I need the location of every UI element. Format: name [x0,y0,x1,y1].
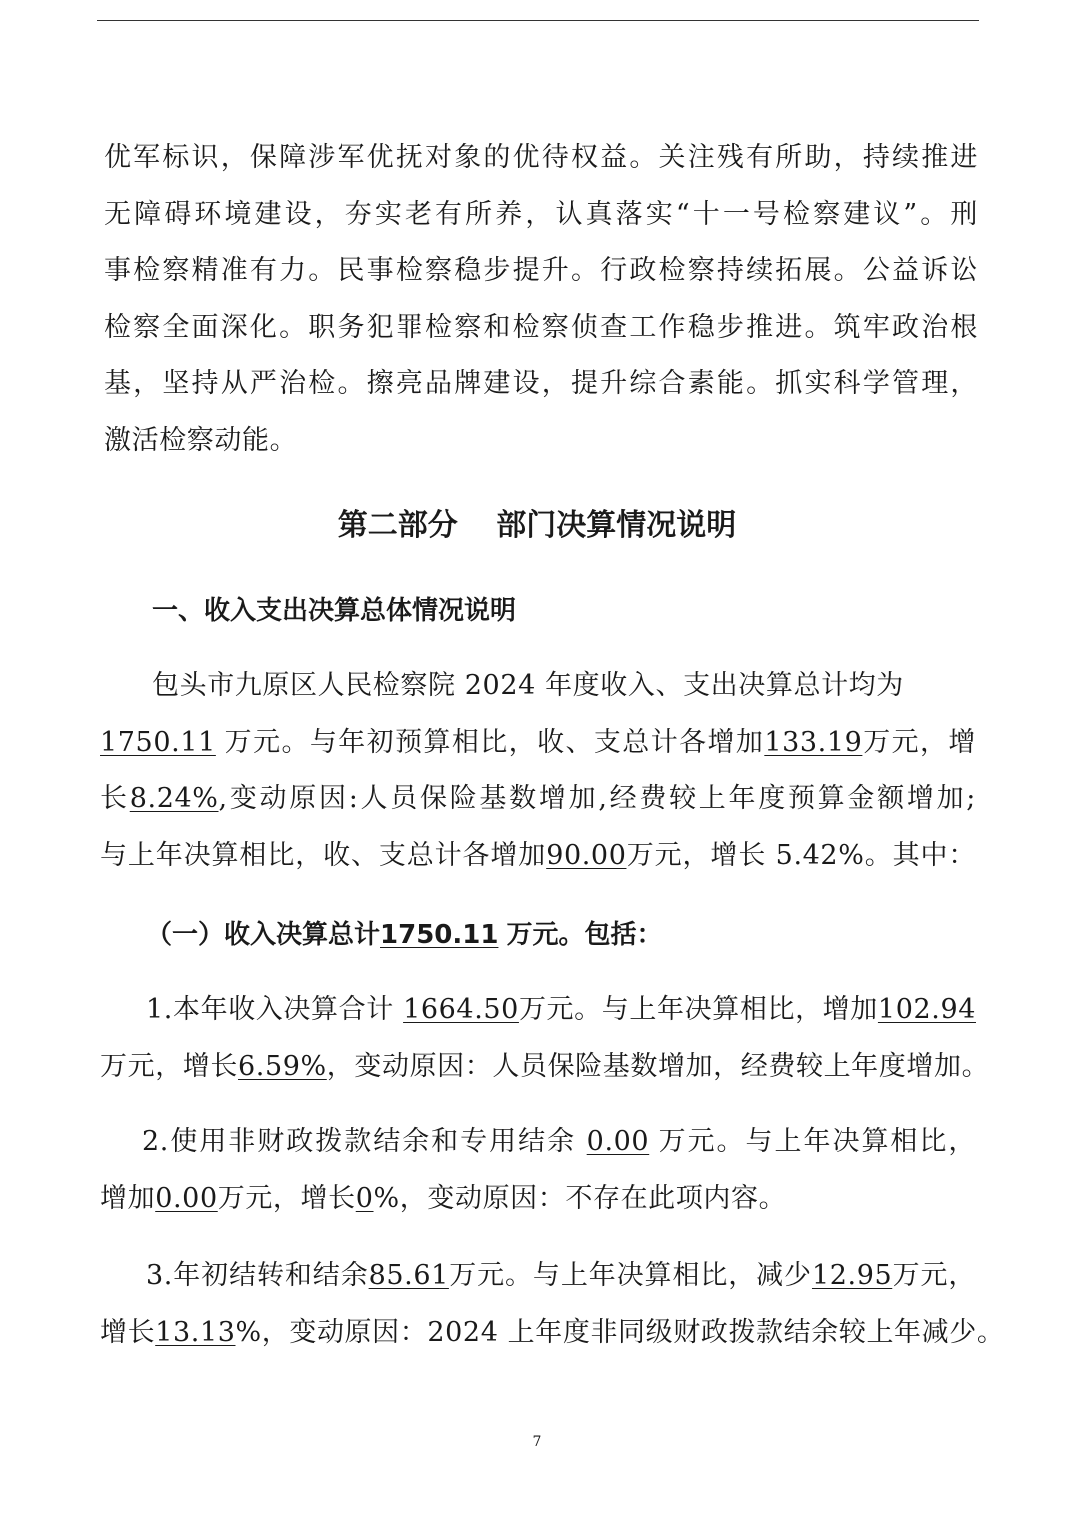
text-line: 检察全面深化。职务犯罪检察和检察侦查工作稳步推进。筑牢政治根 [104,311,978,343]
item2-growth: 0 [355,1182,374,1214]
header-rule [97,20,979,21]
item2-amount: 0.00 [586,1126,650,1157]
budget-growth: 8.24% [129,783,219,814]
part-title [0,500,1074,544]
section-heading: 一、收入支出决算总体情况说明 [152,596,517,626]
total-amount: 1750.11 [100,726,216,758]
summary-paragraph [100,658,976,884]
prior-increase: 90.00 [546,839,627,871]
intro-paragraph [104,130,978,469]
budget-increase: 133.19 [764,726,863,758]
part-title-left: 第二部分 [337,508,458,543]
text-line: 3.年初结转和结余85.61万元。与上年决算相比，减少12.95万元， [146,1260,976,1291]
text-line: 激活检察动能。 [104,424,298,456]
text-line: 与上年决算相比，收、支总计各增加90.00万元，增长 5.42%。其中： [100,839,976,871]
subsection-heading: （一）收入决算总计1750.11 万元。包括： [146,920,663,950]
text-line: 事检察精准有力。民事检察稳步提升。行政检察持续拓展。公益诉讼 [104,255,978,286]
item2-increase: 0.00 [155,1182,218,1214]
item3-decrease: 12.95 [811,1260,893,1291]
part-title-right: 部门决算情况说明 [496,508,737,543]
item1-increase: 102.94 [877,994,976,1025]
text-line: 增长13.13%，变动原因：2024 上年度非同级财政拨款结余较上年减少。 [100,1316,1005,1348]
text-line: 2.使用非财政拨款结余和专用结余 0.00 万元。与上年决算相比， [142,1126,976,1157]
item1-growth: 6.59% [238,1050,327,1082]
item-1 [100,982,990,1095]
item-2 [100,1114,976,1227]
item3-growth: 13.13 [155,1316,236,1348]
item1-amount: 1664.50 [403,994,519,1025]
text-line: 优军标识，保障涉军优抚对象的优待权益。关注残有所助，持续推进 [104,142,978,173]
text-line: 无障碍环境建设，夯实老有所养，认真落实“十一号检察建议”。刑 [104,198,978,230]
text-line: 增加0.00万元，增长0%，变动原因：不存在此项内容。 [100,1182,787,1214]
text-line: 长8.24%,变动原因:人员保险基数增加,经费较上年度预算金额增加; [100,783,976,814]
item3-amount: 85.61 [368,1260,449,1291]
text-line: 1.本年收入决算合计 1664.50万元。与上年决算相比，增加102.94 [146,994,976,1025]
text-line: 基，坚持从严治检。擦亮品牌建设，提升综合素能。抓实科学管理， [104,368,978,399]
income-total: 1750.11 [380,920,499,950]
page-number: 7 [532,1434,542,1450]
item-3 [100,1248,1005,1361]
text-line: 万元，增长6.59%，变动原因：人员保险基数增加，经费较上年度增加。 [100,1050,990,1082]
text-line: 1750.11 万元。与年初预算相比，收、支总计各增加133.19万元，增 [100,726,976,758]
text-line: 包头市九原区人民检察院 2024 年度收入、支出决算总计均为 [152,670,904,701]
